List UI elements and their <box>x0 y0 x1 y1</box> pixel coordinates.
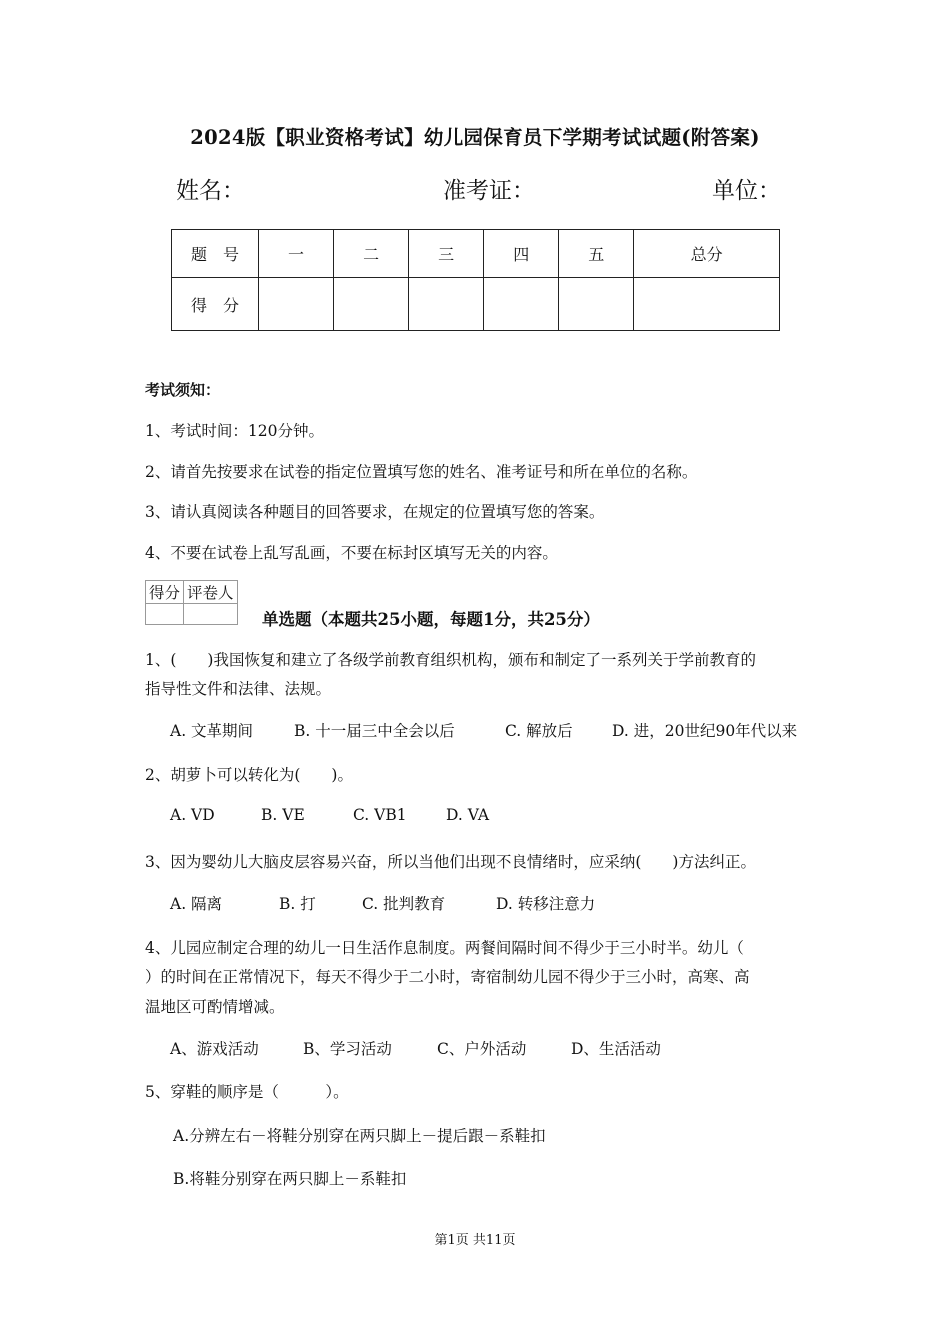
question-4-text: 4、儿园应制定合理的幼儿一日生活作息制度。两餐间隔时间不得少于三小时半。幼儿（ <box>145 939 744 957</box>
question-1-option-b: B. 十一届三中全会以后 <box>294 722 455 740</box>
question-4-text-cont: ）的时间在正常情况下，每天不得少于二小时，寄宿制幼儿园不得少于三小时，高寒、高 <box>145 968 750 986</box>
score-cell-empty <box>334 278 409 331</box>
question-3-option-b: B. 打 <box>279 895 316 913</box>
score-cell-empty <box>559 278 634 331</box>
question-2-option-b: B. VE <box>261 806 305 824</box>
name-field-label: 姓名： <box>176 178 245 204</box>
question-3-option-c: C. 批判教育 <box>362 895 446 913</box>
grader-score-cell <box>146 604 184 625</box>
question-5-text: 5、穿鞋的顺序是（ ）。 <box>145 1083 349 1101</box>
score-cell-header: 一 <box>259 230 334 278</box>
question-1-option-d: D. 进，20世纪90年代以来 <box>612 722 798 740</box>
score-cell-empty <box>409 278 484 331</box>
notice-heading: 考试须知： <box>145 381 221 399</box>
question-2-text: 2、胡萝卜可以转化为( )。 <box>145 766 353 784</box>
score-cell-header: 三 <box>409 230 484 278</box>
score-cell-empty <box>634 278 780 331</box>
question-1-text-cont: 指导性文件和法律、法规。 <box>145 680 332 698</box>
exam-id-field-label: 准考证： <box>443 178 535 204</box>
question-1-text: 1、( )我国恢复和建立了各级学前教育组织机构，颁布和制定了一系列关于学前教育的 <box>145 651 756 669</box>
notice-item: 2、请首先按要求在试卷的指定位置填写您的姓名、准考证号和所在单位的名称。 <box>145 463 698 481</box>
score-table-score-row <box>172 278 780 331</box>
question-4-option-d: D、生活活动 <box>571 1040 661 1058</box>
score-cell-label: 题 号 <box>172 230 259 278</box>
grader-name-label: 评卷人 <box>184 581 238 604</box>
score-cell-empty <box>484 278 559 331</box>
question-4-text-cont: 温地区可酌情增减。 <box>145 998 285 1016</box>
score-table <box>171 229 780 331</box>
section-title: 单选题（本题共25小题，每题1分，共25分） <box>262 610 600 629</box>
question-2-option-d: D. VA <box>446 806 490 824</box>
score-cell-empty <box>259 278 334 331</box>
page-footer: 第1页 共11页 <box>434 1233 516 1248</box>
grader-box <box>145 580 238 625</box>
notice-item: 3、请认真阅读各种题目的回答要求，在规定的位置填写您的答案。 <box>145 503 605 521</box>
grader-score-label: 得分 <box>146 581 184 604</box>
score-table-header-row <box>172 230 780 278</box>
score-cell-header: 总分 <box>634 230 780 278</box>
score-cell-label: 得 分 <box>172 278 259 331</box>
question-2-option-a: A. VD <box>170 806 215 824</box>
question-2-option-c: C. VB1 <box>353 806 407 824</box>
notice-item: 1、考试时间：120分钟。 <box>145 422 324 440</box>
question-1-option-a: A. 文革期间 <box>170 722 254 740</box>
score-cell-header: 四 <box>484 230 559 278</box>
question-3-text: 3、因为婴幼儿大脑皮层容易兴奋，所以当他们出现不良情绪时，应采纳( )方法纠正。 <box>145 853 756 871</box>
question-4-option-a: A、游戏活动 <box>170 1040 259 1058</box>
question-5-option-a: A.分辨左右－将鞋分别穿在两只脚上－提后跟－系鞋扣 <box>173 1127 546 1145</box>
question-5-option-b: B.将鞋分别穿在两只脚上－系鞋扣 <box>173 1170 407 1188</box>
question-4-option-c: C、户外活动 <box>437 1040 527 1058</box>
question-4-option-b: B、学习活动 <box>303 1040 392 1058</box>
question-1-option-c: C. 解放后 <box>505 722 573 740</box>
page-title: 2024版【职业资格考试】幼儿园保育员下学期考试试题(附答案) <box>190 126 760 149</box>
score-cell-header: 五 <box>559 230 634 278</box>
grader-name-cell <box>184 604 238 625</box>
notice-item: 4、不要在试卷上乱写乱画，不要在标封区填写无关的内容。 <box>145 544 558 562</box>
score-cell-header: 二 <box>334 230 409 278</box>
question-3-option-a: A. 隔离 <box>170 895 223 913</box>
question-3-option-d: D. 转移注意力 <box>496 895 596 913</box>
unit-field-label: 单位： <box>712 178 781 204</box>
